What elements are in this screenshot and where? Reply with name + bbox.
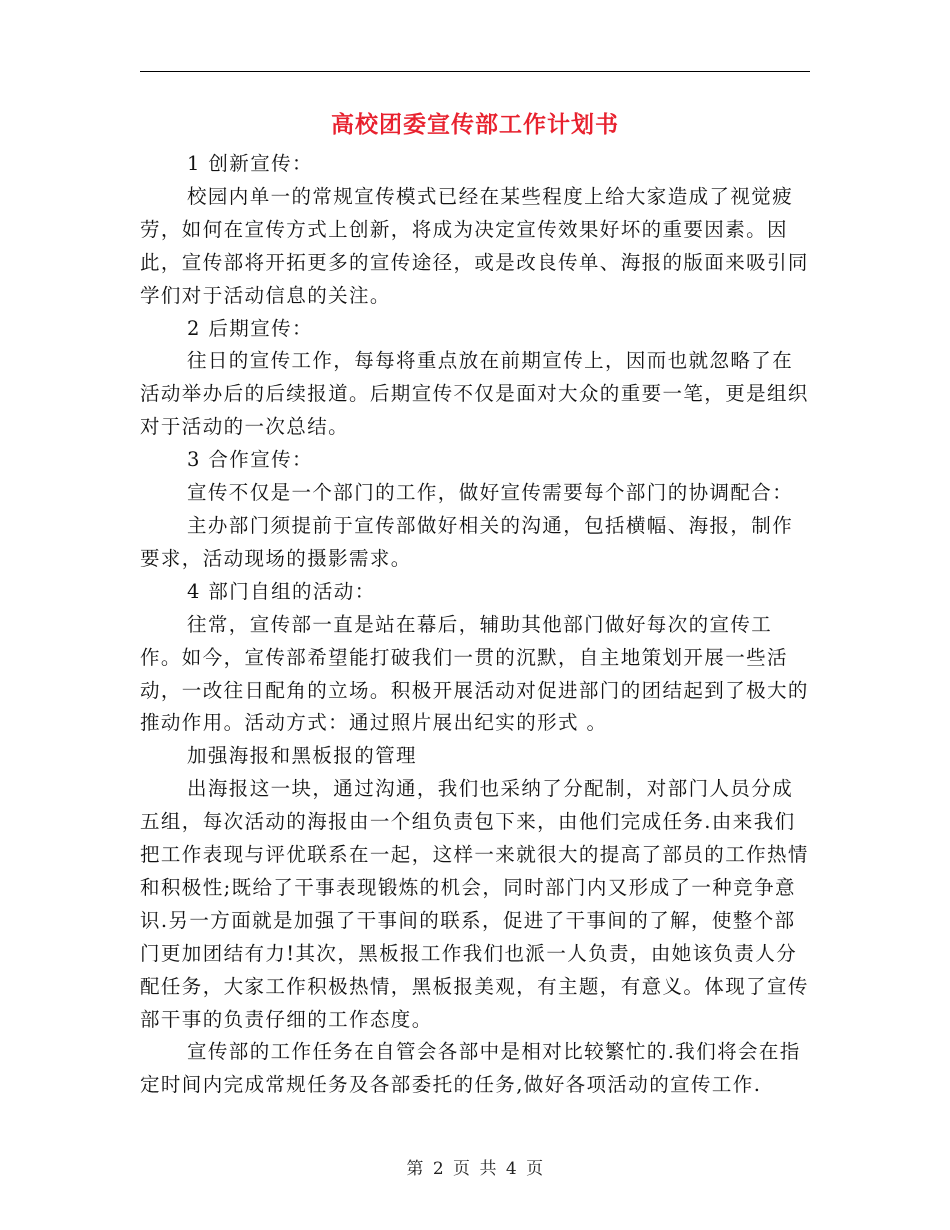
header-rule	[140, 71, 810, 72]
section-heading: 4 部门自组的活动：	[187, 579, 376, 603]
paragraph: 出海报这一块，通过沟通，我们也采纳了分配制，对部门人员分成五组，每次活动的海报由一个组负责包下来，由他们完成任务.由来我们把工作表现与评优联系在一起，这样一来就很大的提高了部员的工作热情和积极性;既给了干事表现锻炼的机会，同时部门内又形成了一种竞争意识.另一方面就是加强了干事间的联系，促进了干事间的了解，使整个部门更加团结有力!其次，黑板报工作我们也派一人负责，由她该负责人分配任务，大家工作积极热情，黑板报美观，有主题，有意义。体现了宣传部干事的负责仔细的工作态度。	[140, 777, 809, 1031]
document-title: 高校团委宣传部工作计划书	[331, 111, 619, 138]
section-heading: 3 合作宣传：	[187, 448, 313, 472]
paragraph: 宣传部的工作任务在自管会各部中是相对比较繁忙的.我们将会在指定时间内完成常规任务及各部委托的任务,做好各项活动的宣传工作.	[140, 1040, 801, 1097]
page-footer: 第 2 页 共 4 页	[406, 1159, 544, 1179]
section-heading: 1 创新宣传：	[187, 152, 313, 175]
paragraph: 往日的宣传工作，每每将重点放在前期宣传上，因而也就忽略了在活动举办后的后续报道。后期宣传不仅是面对大众的重要一笔，更是组织对于活动的一次总结。	[140, 349, 809, 439]
paragraph: 宣传不仅是一个部门的工作，做好宣传需要每个部门的协调配合：	[187, 481, 794, 505]
paragraph: 主办部门须提前于宣传部做好相关的沟通，包括横幅、海报，制作要求，活动现场的摄影需求。	[140, 513, 794, 570]
paragraph: 校园内单一的常规宣传模式已经在某些程度上给大家造成了视觉疲劳，如何在宣传方式上创新，将成为决定宣传效果好坏的重要因素。因此，宣传部将开拓更多的宣传途径，或是改良传单、海报的版面来吸引同学们对于活动信息的关注。	[140, 184, 809, 307]
document-body	[140, 148, 810, 1102]
section-heading: 2 后期宣传：	[187, 316, 313, 340]
section-heading: 加强海报和黑板报的管理	[187, 744, 417, 768]
paragraph: 往常，宣传部一直是站在幕后，辅助其他部门做好每次的宣传工作。如今，宣传部希望能打破我们一贯的沉默，自主地策划开展一些活动，一改往日配角的立场。积极开展活动对促进部门的团结起到了极大的推动作用。活动方式：通过照片展出纪实的形式 。	[140, 612, 809, 735]
